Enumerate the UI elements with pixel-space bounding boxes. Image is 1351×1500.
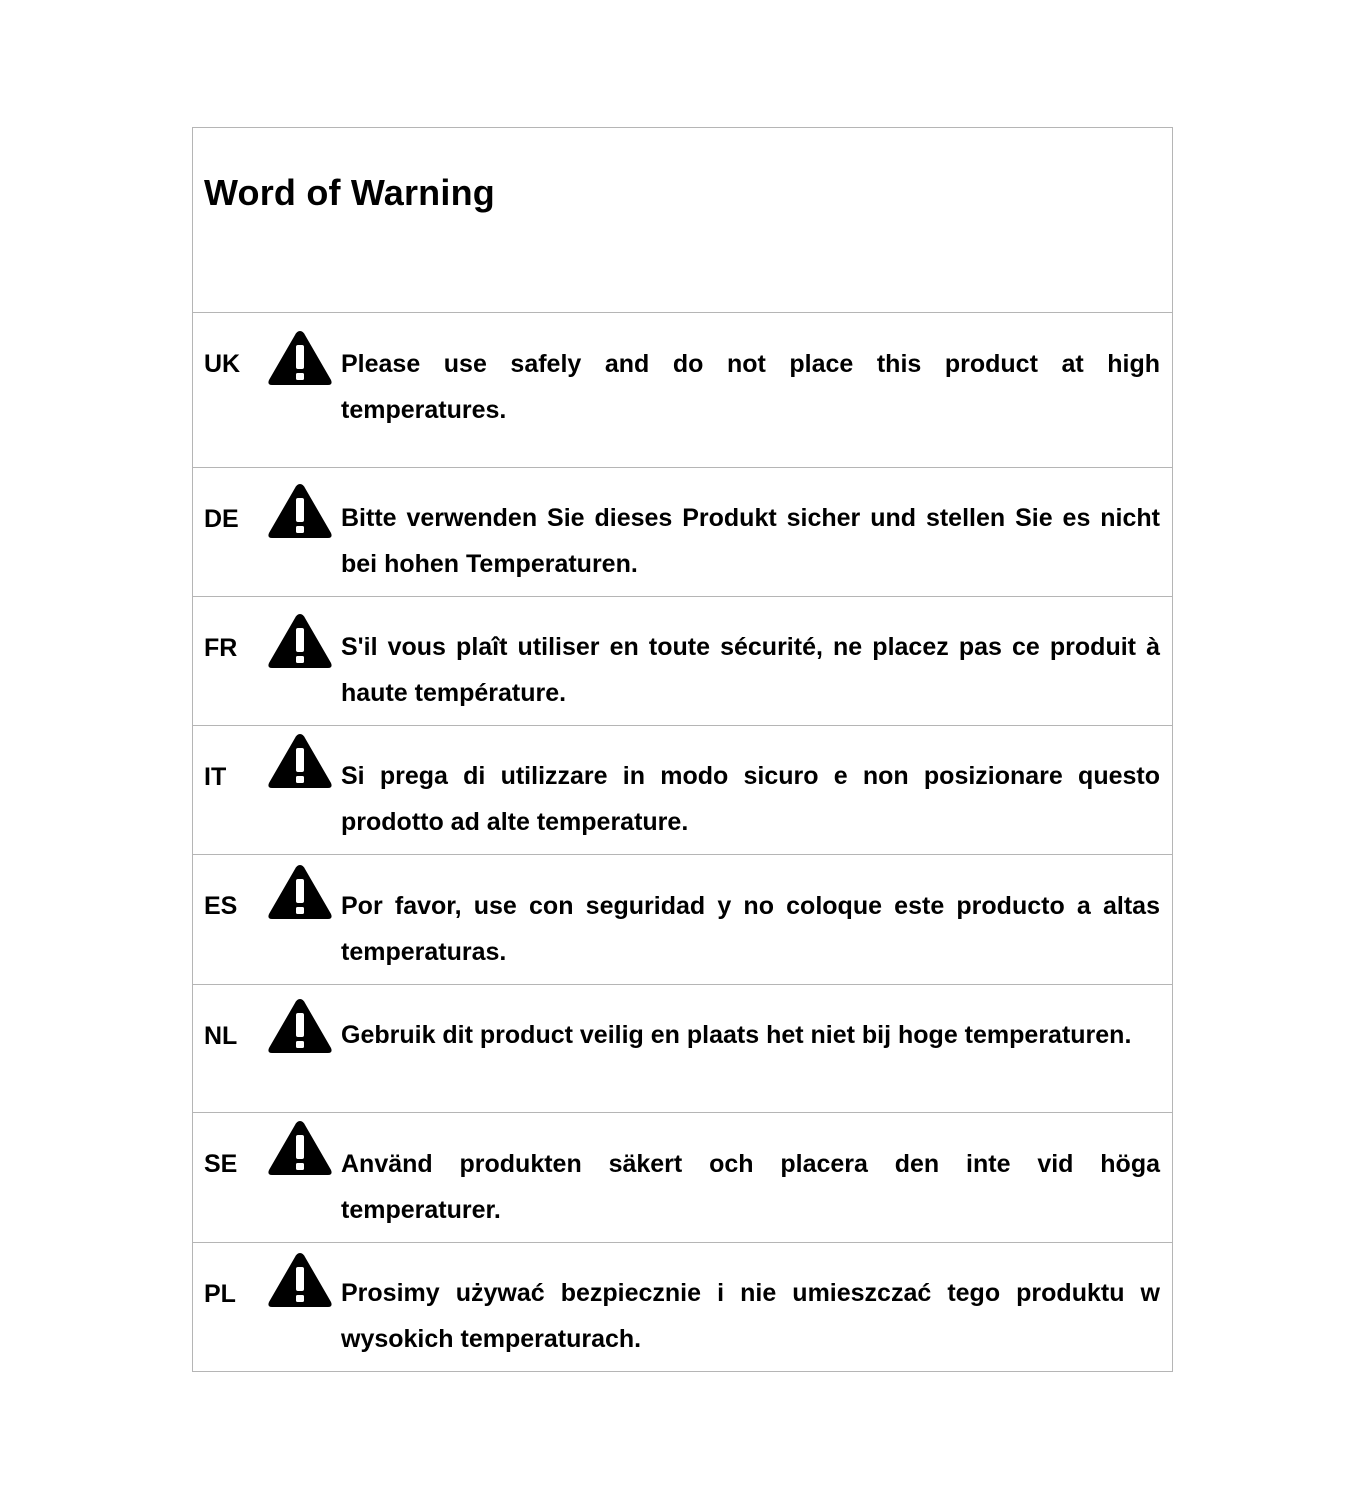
language-code: NL bbox=[204, 1022, 238, 1050]
language-code: IT bbox=[204, 763, 227, 791]
lang-row-nl bbox=[193, 985, 1172, 1113]
language-code: ES bbox=[204, 892, 238, 920]
warning-message: Please use safely and do not place this product at high temperatures. bbox=[341, 350, 1160, 424]
warning-message: Si prega di utilizzare in modo sicuro e non posizionare questo prodotto ad alte temperature. bbox=[341, 762, 1160, 836]
warning-table bbox=[192, 127, 1173, 1372]
warning-message: Por favor, use con seguridad y no coloque este producto a altas temperaturas. bbox=[341, 892, 1160, 966]
warning-triangle-icon bbox=[267, 732, 333, 790]
language-code: FR bbox=[204, 634, 238, 662]
warning-message: Bitte verwenden Sie dieses Produkt sicher und stellen Sie es nicht bei hohen Temperaturen. bbox=[341, 504, 1160, 578]
warning-message: Prosimy używać bezpiecznie i nie umieszczać tego produktu w wysokich temperaturach. bbox=[341, 1279, 1160, 1353]
lang-row-es bbox=[193, 855, 1172, 985]
language-code: SE bbox=[204, 1150, 238, 1178]
lang-row-se bbox=[193, 1113, 1172, 1243]
warning-triangle-icon bbox=[267, 482, 333, 540]
warning-message: Gebruik dit product veilig en plaats het niet bij hoge temperaturen. bbox=[341, 1021, 1132, 1049]
page-title: Word of Warning bbox=[204, 172, 495, 213]
warning-message: Använd produkten säkert och placera den inte vid höga temperaturer. bbox=[341, 1150, 1160, 1224]
language-code: PL bbox=[204, 1280, 236, 1308]
title-row bbox=[193, 128, 1172, 313]
lang-row-pl bbox=[193, 1243, 1172, 1371]
warning-triangle-icon bbox=[267, 1251, 333, 1309]
lang-row-fr bbox=[193, 597, 1172, 726]
warning-triangle-icon bbox=[267, 997, 333, 1055]
language-code: UK bbox=[204, 350, 241, 378]
lang-row-it bbox=[193, 726, 1172, 855]
warning-triangle-icon bbox=[267, 1119, 333, 1177]
warning-triangle-icon bbox=[267, 612, 333, 670]
warning-triangle-icon bbox=[267, 863, 333, 921]
warning-triangle-icon bbox=[267, 329, 333, 387]
lang-row-de bbox=[193, 468, 1172, 597]
warning-message: S'il vous plaît utiliser en toute sécurité, ne placez pas ce produit à haute température. bbox=[341, 633, 1160, 707]
lang-row-uk bbox=[193, 313, 1172, 468]
language-code: DE bbox=[204, 505, 239, 533]
